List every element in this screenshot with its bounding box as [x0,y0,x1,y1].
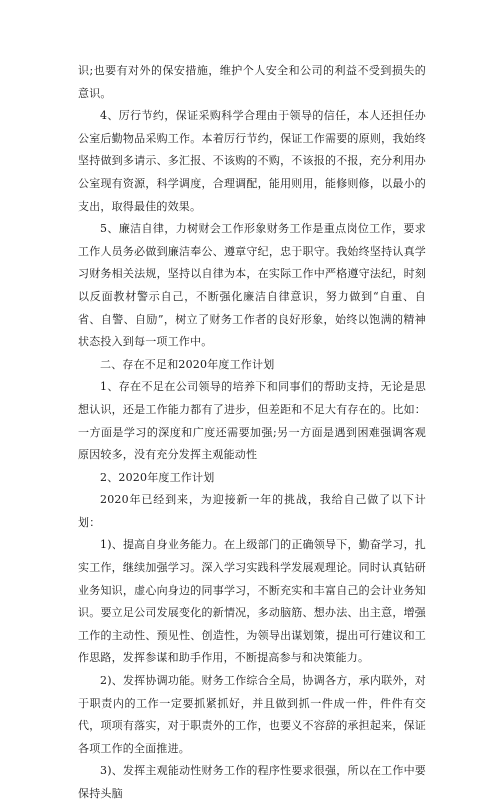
paragraph-plan-item-3: 3)、发挥主观能动性财务工作的程序性要求很强，所以在工作中要保持头脑 [78,764,426,800]
paragraph-plan-intro: 2020年已经到来，为迎接新一年的挑战，我给自己做了以下计划： [78,493,426,529]
paragraph-integrity: 5、廉洁自律，力树财会工作形象财务工作是重点岗位工作，要求工作人员务必做到廉洁奉公、遵章守纪，忠于职守。我始终坚持认真学习财务相关法规，坚持以自律为本，在实际工作中严格遵守法纪，时刻以反面教材警示自己，不断强化廉洁自律意识，努力做到“自重、自省、自警、自励”，树立了财务工作者的良好形象，始终以饱满的精神状态投入到每一项工作中。 [78,222,426,349]
paragraph-shortcomings: 1、存在不足在公司领导的培养下和同事们的帮助支持，无论是思想认识，还是工作能力都有了进步，但差距和不足大有存在的。比如：一方面是学习的深度和广度还需要加强;另一方面是遇到困难强调客观原因较多，没有充分发挥主观能动性 [78,380,426,462]
section-heading-plan: 二、存在不足和2020年度工作计划 [100,357,275,371]
paragraph-plan-item-2: 2)、发挥协调功能。财务工作综合全局，协调各方，承内联外，对于职责内的工作一定要抓紧抓好，并且做到抓一件成一件，件件有交代，项项有落实，对于职责外的工作，也要义不容辞的承担起来，保证各项工作的全面推进。 [78,674,426,755]
document-body [78,60,426,806]
paragraph-continuation: 识;也要有对外的保安措施，维护个人安全和公司的利益不受到损失的意识。 [78,64,426,100]
paragraph-frugality: 4、厉行节约，保证采购科学合理由于领导的信任，本人还担任办公室后勤物品采购工作。本着厉行节约，保证工作需要的原则，我始终坚持做到多请示、多汇报、不该购的不购，不该报的不报，充分利用办公室现有资源，科学调度，合理调配，能用则用，能修则修，以最小的支出，取得最佳的效果。 [78,109,426,213]
paragraph-plan-item-1: 1)、提高自身业务能力。在上级部门的正确领导下，勤奋学习，扎实工作，继续加强学习。深入学习实践科学发展观理论。同时认真钻研业务知识，虚心向身边的同事学习，不断充实和丰富自己的会计业务知识。要立足公司发展变化的新情况，多动脑筋、想办法、出主意，增强工作的主动性、预见性、创造性，为领导出谋划策，提出可行建议和工作思路，发挥参谋和助手作用，不断提高参与和决策能力。 [78,538,426,665]
subheading-work-plan: 2、2020年度工作计划 [100,470,215,484]
